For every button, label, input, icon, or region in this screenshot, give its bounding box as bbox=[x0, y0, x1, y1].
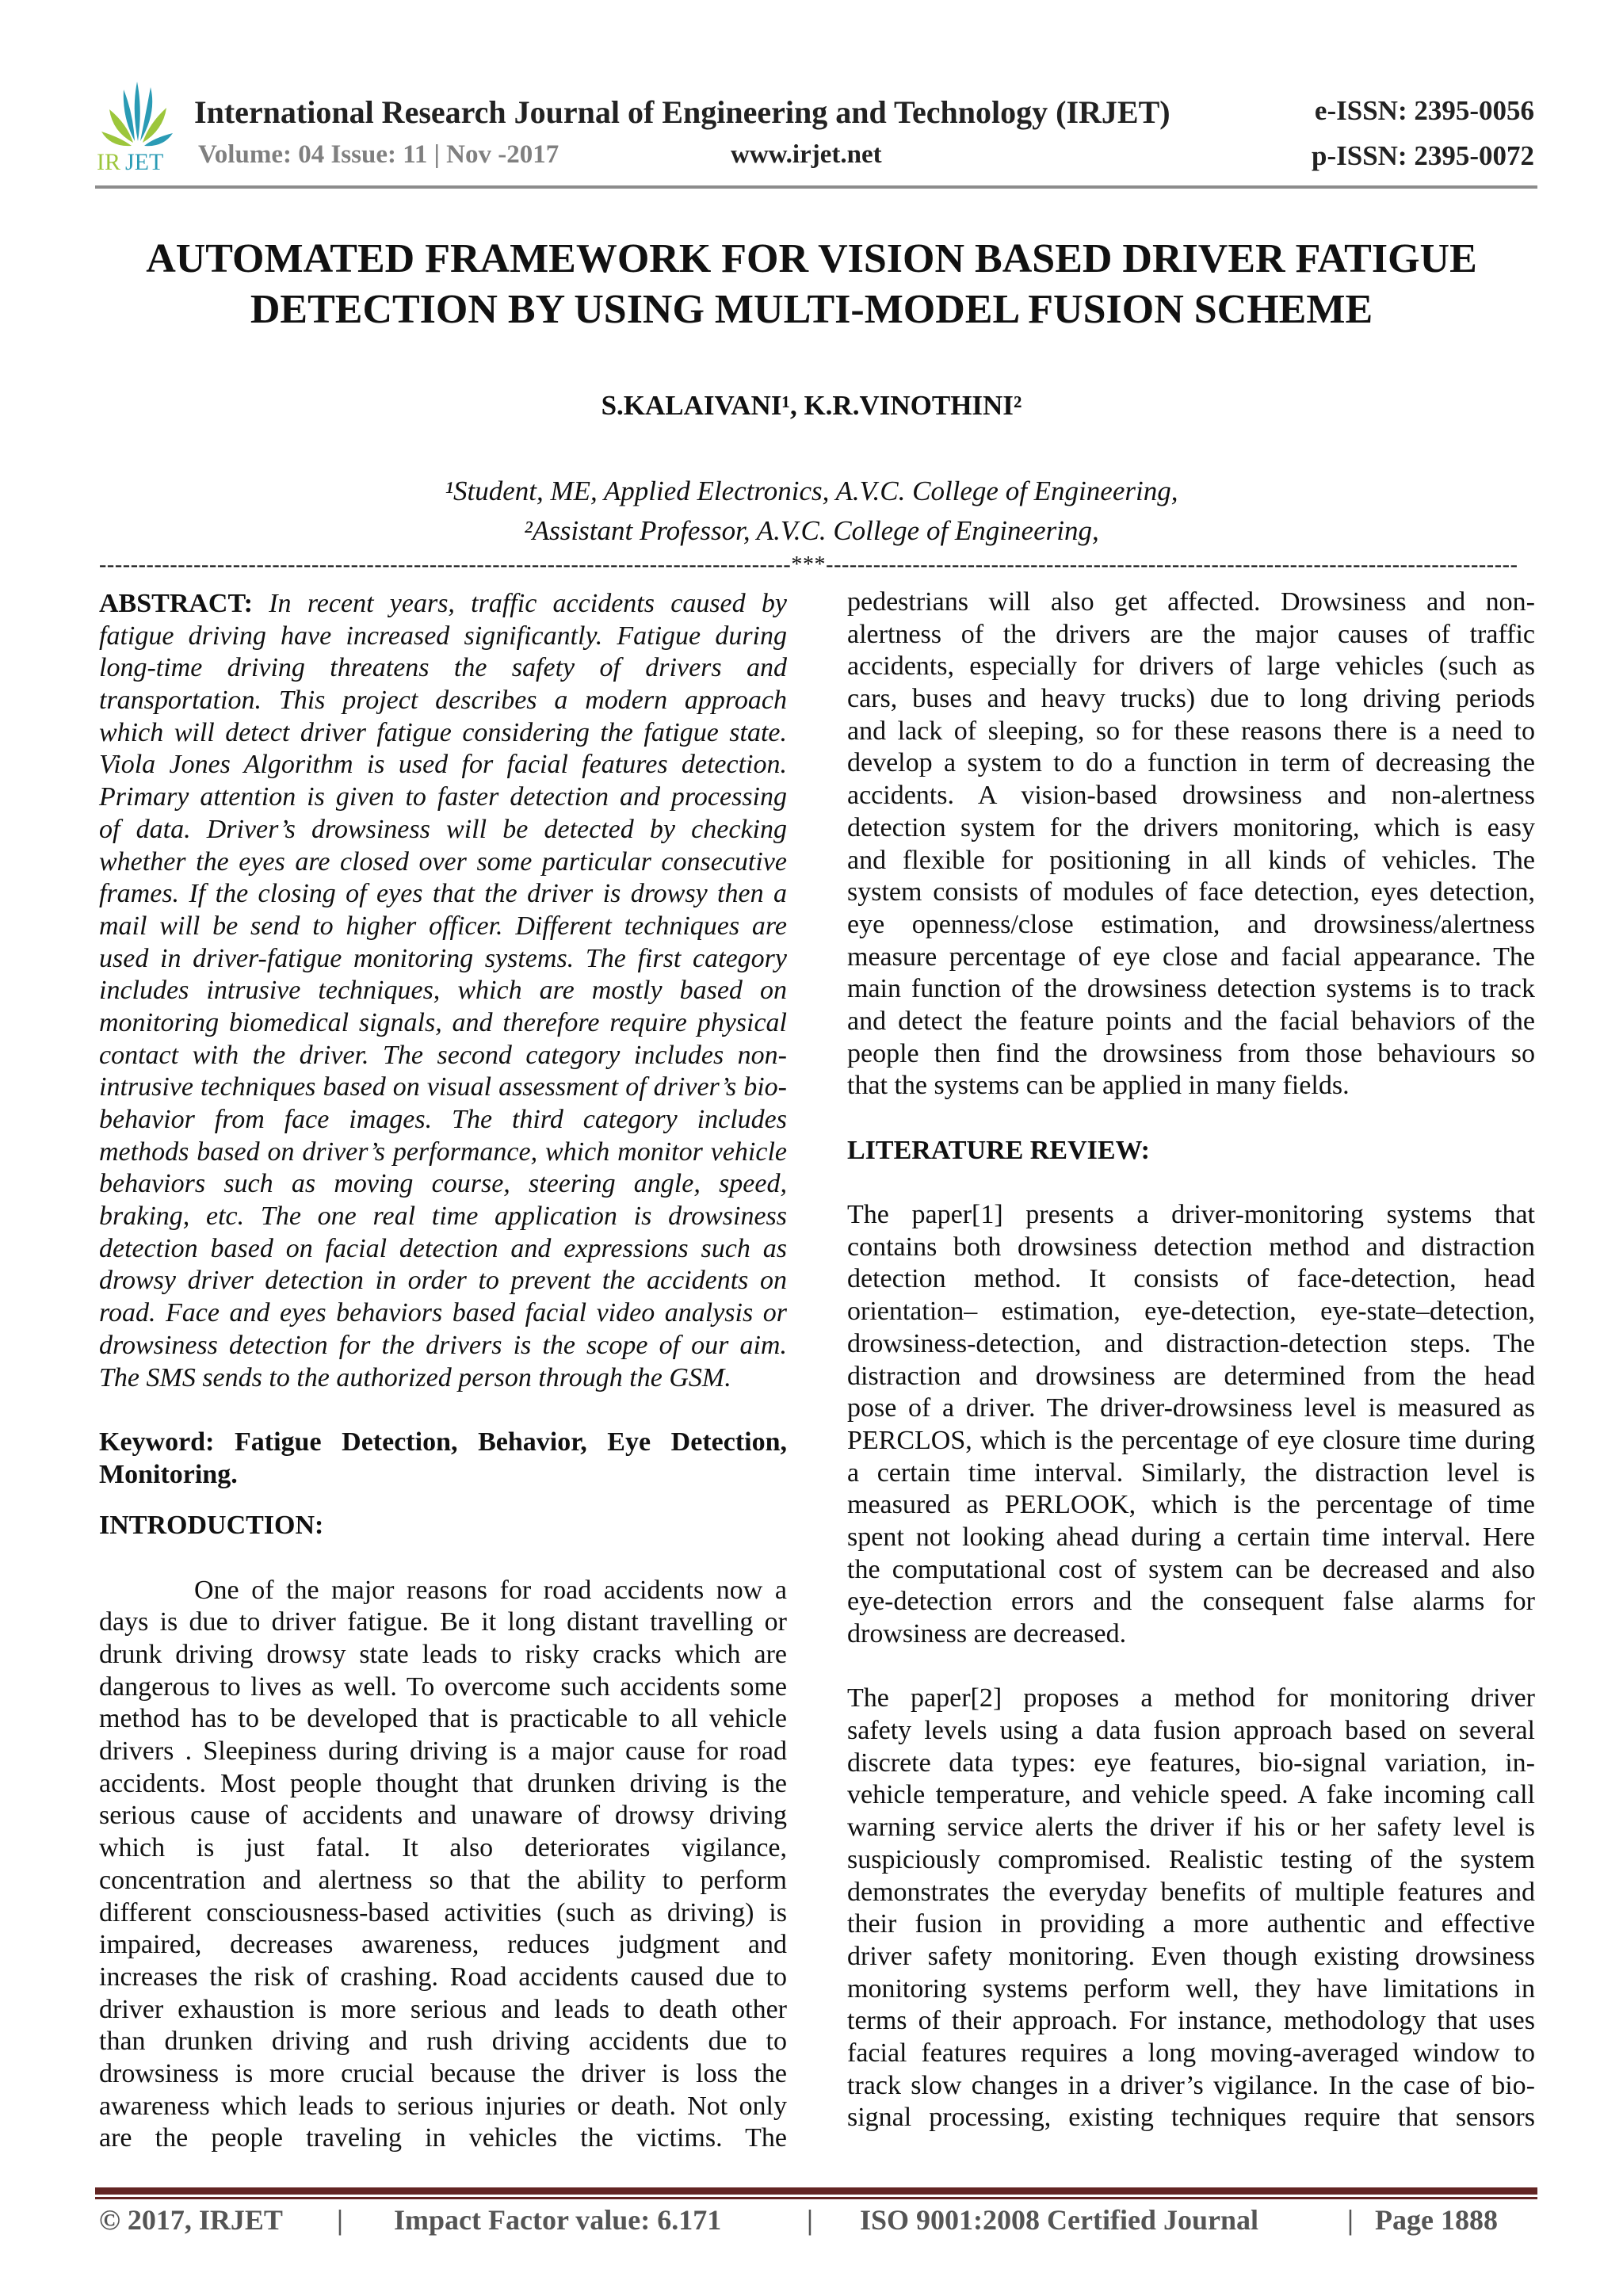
text-line: awareness which leads to serious injuries or death. Not only bbox=[99, 2091, 787, 2121]
section-separator: ----------------------------------------------------------------------------------------***---------------------------------------------------------------------------------------- bbox=[99, 552, 1518, 577]
text-line: facial features requires a long moving-averaged window to bbox=[847, 2038, 1535, 2068]
text-line: Keyword: Fatigue Detection, Behavior, Eye Detection, bbox=[99, 1427, 787, 1457]
text-line: fatigue driving have increased significantly. Fatigue during bbox=[99, 621, 787, 651]
text-line: drunk driving drowsy state leads to risky cracks which are bbox=[99, 1640, 787, 1669]
text-line: contains both drowsiness detection method and distraction bbox=[847, 1232, 1535, 1262]
literature-review-heading: LITERATURE REVIEW: bbox=[847, 1135, 1150, 1165]
text-line: mail will be send to higher officer. Different techniques are bbox=[99, 911, 787, 941]
text-line: intrusive techniques based on visual assessment of driver’s bio- bbox=[99, 1072, 787, 1102]
text-line: driver safety monitoring. Even though existing drowsiness bbox=[847, 1941, 1535, 1971]
text-line: and lack of sleeping, so for these reasons there is a need to bbox=[847, 716, 1535, 746]
text-line: PERCLOS, which is the percentage of eye closure time during bbox=[847, 1425, 1535, 1455]
text-line: system consists of modules of face detection, eyes detection, bbox=[847, 877, 1535, 907]
text-line: road. Face and eyes behaviors based facial video analysis or bbox=[99, 1298, 787, 1328]
text-line: behaviors such as moving course, steering angle, speed, bbox=[99, 1169, 787, 1199]
text-line: detection method. It consists of face-detection, head bbox=[847, 1264, 1535, 1294]
irjet-logo bbox=[94, 78, 181, 173]
text-span: In recent years, traffic accidents caused by bbox=[252, 589, 787, 618]
paper-title-line-2: DETECTION BY USING MULTI-MODEL FUSION SCHEME bbox=[250, 287, 1373, 332]
footer-separator: | bbox=[1347, 2204, 1354, 2236]
text-line: concentration and alertness so that the ability to perform bbox=[99, 1865, 787, 1895]
journal-name: International Research Journal of Engineering and Technology (IRJET) bbox=[194, 94, 1170, 130]
footer-bar-thin bbox=[95, 2197, 1537, 2199]
text-line bbox=[99, 588, 787, 621]
footer-copyright: © 2017, IRJET bbox=[99, 2204, 283, 2236]
text-line: detection based on facial detection and expressions such as bbox=[99, 1233, 787, 1263]
text-line: monitoring systems perform well, they have limitations in bbox=[847, 1973, 1535, 2004]
text-line: method has to be developed that is practicable to all vehicle bbox=[99, 1704, 787, 1734]
text-line: suspiciously compromised. Realistic testing of the system bbox=[847, 1844, 1535, 1874]
text-line: are the people traveling in vehicles the victims. The bbox=[99, 2123, 787, 2153]
text-line: includes intrusive techniques, which are mostly based on bbox=[99, 976, 787, 1006]
text-line: measure percentage of eye close and facial appearance. The bbox=[847, 942, 1535, 972]
text-line: drowsiness detection for the drivers is the scope of our aim. bbox=[99, 1330, 787, 1360]
text-line: people then find the drowsiness from those behaviours so bbox=[847, 1038, 1535, 1068]
text-line: their fusion in providing a more authentic and effective bbox=[847, 1909, 1535, 1939]
header-divider bbox=[95, 185, 1537, 189]
text-line: cars, buses and heavy trucks) due to long driving periods bbox=[847, 684, 1535, 714]
introduction-continued bbox=[847, 586, 1535, 1102]
literature-paragraph-1 bbox=[847, 1199, 1535, 1651]
separator-stars: *** bbox=[791, 552, 827, 577]
paper-title-line-1: AUTOMATED FRAMEWORK FOR VISION BASED DRIVER FATIGUE bbox=[146, 236, 1477, 281]
text-line: Viola Jones Algorithm is used for facial features detection. bbox=[99, 750, 787, 780]
footer-bar bbox=[95, 2187, 1537, 2195]
footer-separator: | bbox=[807, 2204, 813, 2236]
text-line: safety levels using a data fusion approach based on several bbox=[847, 1716, 1535, 1746]
text-line: pose of a driver. The driver-drowsiness level is measured as bbox=[847, 1393, 1535, 1423]
affiliation-2: ²Assistant Professor, A.V.C. College of Engineering, bbox=[524, 515, 1099, 546]
text-line: drowsiness is more crucial because the driver is loss the bbox=[99, 2058, 787, 2088]
e-issn: e-ISSN: 2395-0056 bbox=[1314, 95, 1534, 126]
text-line: contact with the driver. The second category includes non- bbox=[99, 1040, 787, 1070]
affiliation-1: ¹Student, ME, Applied Electronics, A.V.C. College of Engineering, bbox=[445, 476, 1178, 506]
authors: S.KALAIVANI¹, K.R.VINOTHINI² bbox=[601, 390, 1022, 421]
text-line: accidents, especially for drivers of large vehicles (such as bbox=[847, 651, 1535, 682]
text-line: The paper[2] proposes a method for monitoring driver bbox=[847, 1683, 1535, 1713]
text-line: increases the risk of crashing. Road accidents caused due to bbox=[99, 1962, 787, 1992]
text-line: eye-detection errors and the consequent false alarms for bbox=[847, 1587, 1535, 1617]
footer-separator: | bbox=[337, 2204, 343, 2236]
text-line: drowsiness are decreased. bbox=[847, 1619, 1127, 1648]
text-line: that the systems can be applied in many fields. bbox=[847, 1071, 1350, 1101]
text-line: alertness of the drivers are the major causes of traffic bbox=[847, 619, 1535, 649]
text-line: warning service alerts the driver if his or her safety level is bbox=[847, 1813, 1535, 1843]
p-issn: p-ISSN: 2395-0072 bbox=[1311, 140, 1534, 171]
text-line: days is due to driver fatigue. Be it long distant travelling or bbox=[99, 1607, 787, 1637]
svg-text:JET: JET bbox=[125, 149, 164, 173]
volume-issue: Volume: 04 Issue: 11 | Nov -2017 bbox=[198, 140, 559, 169]
text-line: discrete data types: eye features, bio-signal variation, in- bbox=[847, 1748, 1535, 1778]
text-line: a certain time interval. Similarly, the distraction level is bbox=[847, 1457, 1535, 1488]
text-line: methods based on driver’s performance, which monitor vehicle bbox=[99, 1137, 787, 1167]
text-line: Primary attention is given to faster detection and processing bbox=[99, 782, 787, 812]
text-line: dangerous to lives as well. To overcome such accidents some bbox=[99, 1671, 787, 1702]
left-column bbox=[99, 588, 787, 2155]
text-line: signal processing, existing techniques require that sensors bbox=[847, 2103, 1535, 2133]
text-line: braking, etc. The one real time application is drowsiness bbox=[99, 1201, 787, 1232]
right-column bbox=[847, 586, 1535, 2134]
text-line: orientation– estimation, eye-detection, eye-state–detection, bbox=[847, 1297, 1535, 1327]
text-line: and flexible for positioning in all kinds of vehicles. The bbox=[847, 845, 1535, 875]
text-line: serious cause of accidents and unaware of drowsy driving bbox=[99, 1801, 787, 1831]
text-line: eye openness/close estimation, and drowsiness/alertness bbox=[847, 909, 1535, 939]
svg-text:IR: IR bbox=[97, 149, 120, 173]
text-line: used in driver-fatigue monitoring systems. The first category bbox=[99, 943, 787, 973]
text-line: than drunken driving and rush driving accidents due to bbox=[99, 2027, 787, 2057]
introduction-paragraph bbox=[99, 1575, 787, 2155]
literature-paragraph-2 bbox=[847, 1683, 1535, 2134]
text-line: One of the major reasons for road accidents now a bbox=[194, 1575, 787, 1605]
text-line: measured as PERLOOK, which is the percentage of time bbox=[847, 1490, 1535, 1520]
text-line: frames. If the closing of eyes that the driver is drowsy then a bbox=[99, 879, 787, 909]
text-line: main function of the drowsiness detection systems is to track bbox=[847, 974, 1535, 1004]
text-line: spent not looking ahead during a certain time interval. Here bbox=[847, 1522, 1535, 1552]
text-line: detection system for the drivers monitoring, which is easy bbox=[847, 812, 1535, 842]
text-line: driver exhaustion is more serious and leads to death other bbox=[99, 1994, 787, 2024]
text-line: monitoring biomedical signals, and therefore require physical bbox=[99, 1007, 787, 1037]
text-line: long-time driving threatens the safety of drivers and bbox=[99, 653, 787, 683]
text-line: drowsy driver detection in order to prevent the accidents on bbox=[99, 1266, 787, 1296]
text-line: develop a system to do a function in term of decreasing the bbox=[847, 748, 1535, 778]
website-link[interactable]: www.irjet.net bbox=[731, 140, 882, 169]
text-line: terms of their approach. For instance, methodology that uses bbox=[847, 2006, 1535, 2036]
text-line: impaired, decreases awareness, reduces judgment and bbox=[99, 1930, 787, 1960]
text-line: vehicle temperature, and vehicle speed. A fake incoming call bbox=[847, 1780, 1535, 1810]
text-line: drowsiness-detection, and distraction-detection steps. The bbox=[847, 1328, 1535, 1358]
introduction-heading: INTRODUCTION: bbox=[99, 1511, 324, 1541]
text-line: drivers . Sleepiness during driving is a major cause for road bbox=[99, 1736, 787, 1767]
text-line: pedestrians will also get affected. Drowsiness and non- bbox=[847, 587, 1535, 617]
text-line: whether the eyes are closed over some particular consecutive bbox=[99, 846, 787, 877]
text-line: The SMS sends to the authorized person through the GSM. bbox=[99, 1362, 731, 1392]
text-line: distraction and drowsiness are determined from the head bbox=[847, 1361, 1535, 1391]
text-line: demonstrates the everyday benefits of multiple features and bbox=[847, 1877, 1535, 1907]
footer-iso: ISO 9001:2008 Certified Journal bbox=[860, 2204, 1258, 2236]
text-line: the computational cost of system can be decreased and also bbox=[847, 1554, 1535, 1584]
text-line: which will detect driver fatigue considering the fatigue state. bbox=[99, 717, 787, 747]
keywords bbox=[99, 1427, 787, 1491]
text-line: and detect the feature points and the facial behaviors of the bbox=[847, 1006, 1535, 1036]
text-line: The paper[1] presents a driver-monitoring systems that bbox=[847, 1200, 1535, 1230]
text-line: transportation. This project describes a modern approach bbox=[99, 686, 787, 716]
text-line: Monitoring. bbox=[99, 1459, 238, 1489]
text-line: behavior from face images. The third category includes bbox=[99, 1105, 787, 1134]
text-line: accidents. Most people thought that drunken driving is the bbox=[99, 1768, 787, 1798]
text-line: track slow changes in a driver’s vigilance. In the case of bio- bbox=[847, 2070, 1535, 2100]
abstract-label: ABSTRACT: bbox=[99, 589, 253, 618]
abstract bbox=[99, 588, 787, 1394]
footer-page-number: Page 1888 bbox=[1375, 2204, 1498, 2236]
text-line: which is just fatal. It also deteriorates vigilance, bbox=[99, 1833, 787, 1863]
footer-impact-factor: Impact Factor value: 6.171 bbox=[394, 2204, 722, 2236]
text-line: different consciousness-based activities (such as driving) is bbox=[99, 1897, 787, 1927]
text-line: of data. Driver’s drowsiness will be detected by checking bbox=[99, 814, 787, 844]
text-line: accidents. A vision-based drowsiness and non-alertness bbox=[847, 781, 1535, 811]
